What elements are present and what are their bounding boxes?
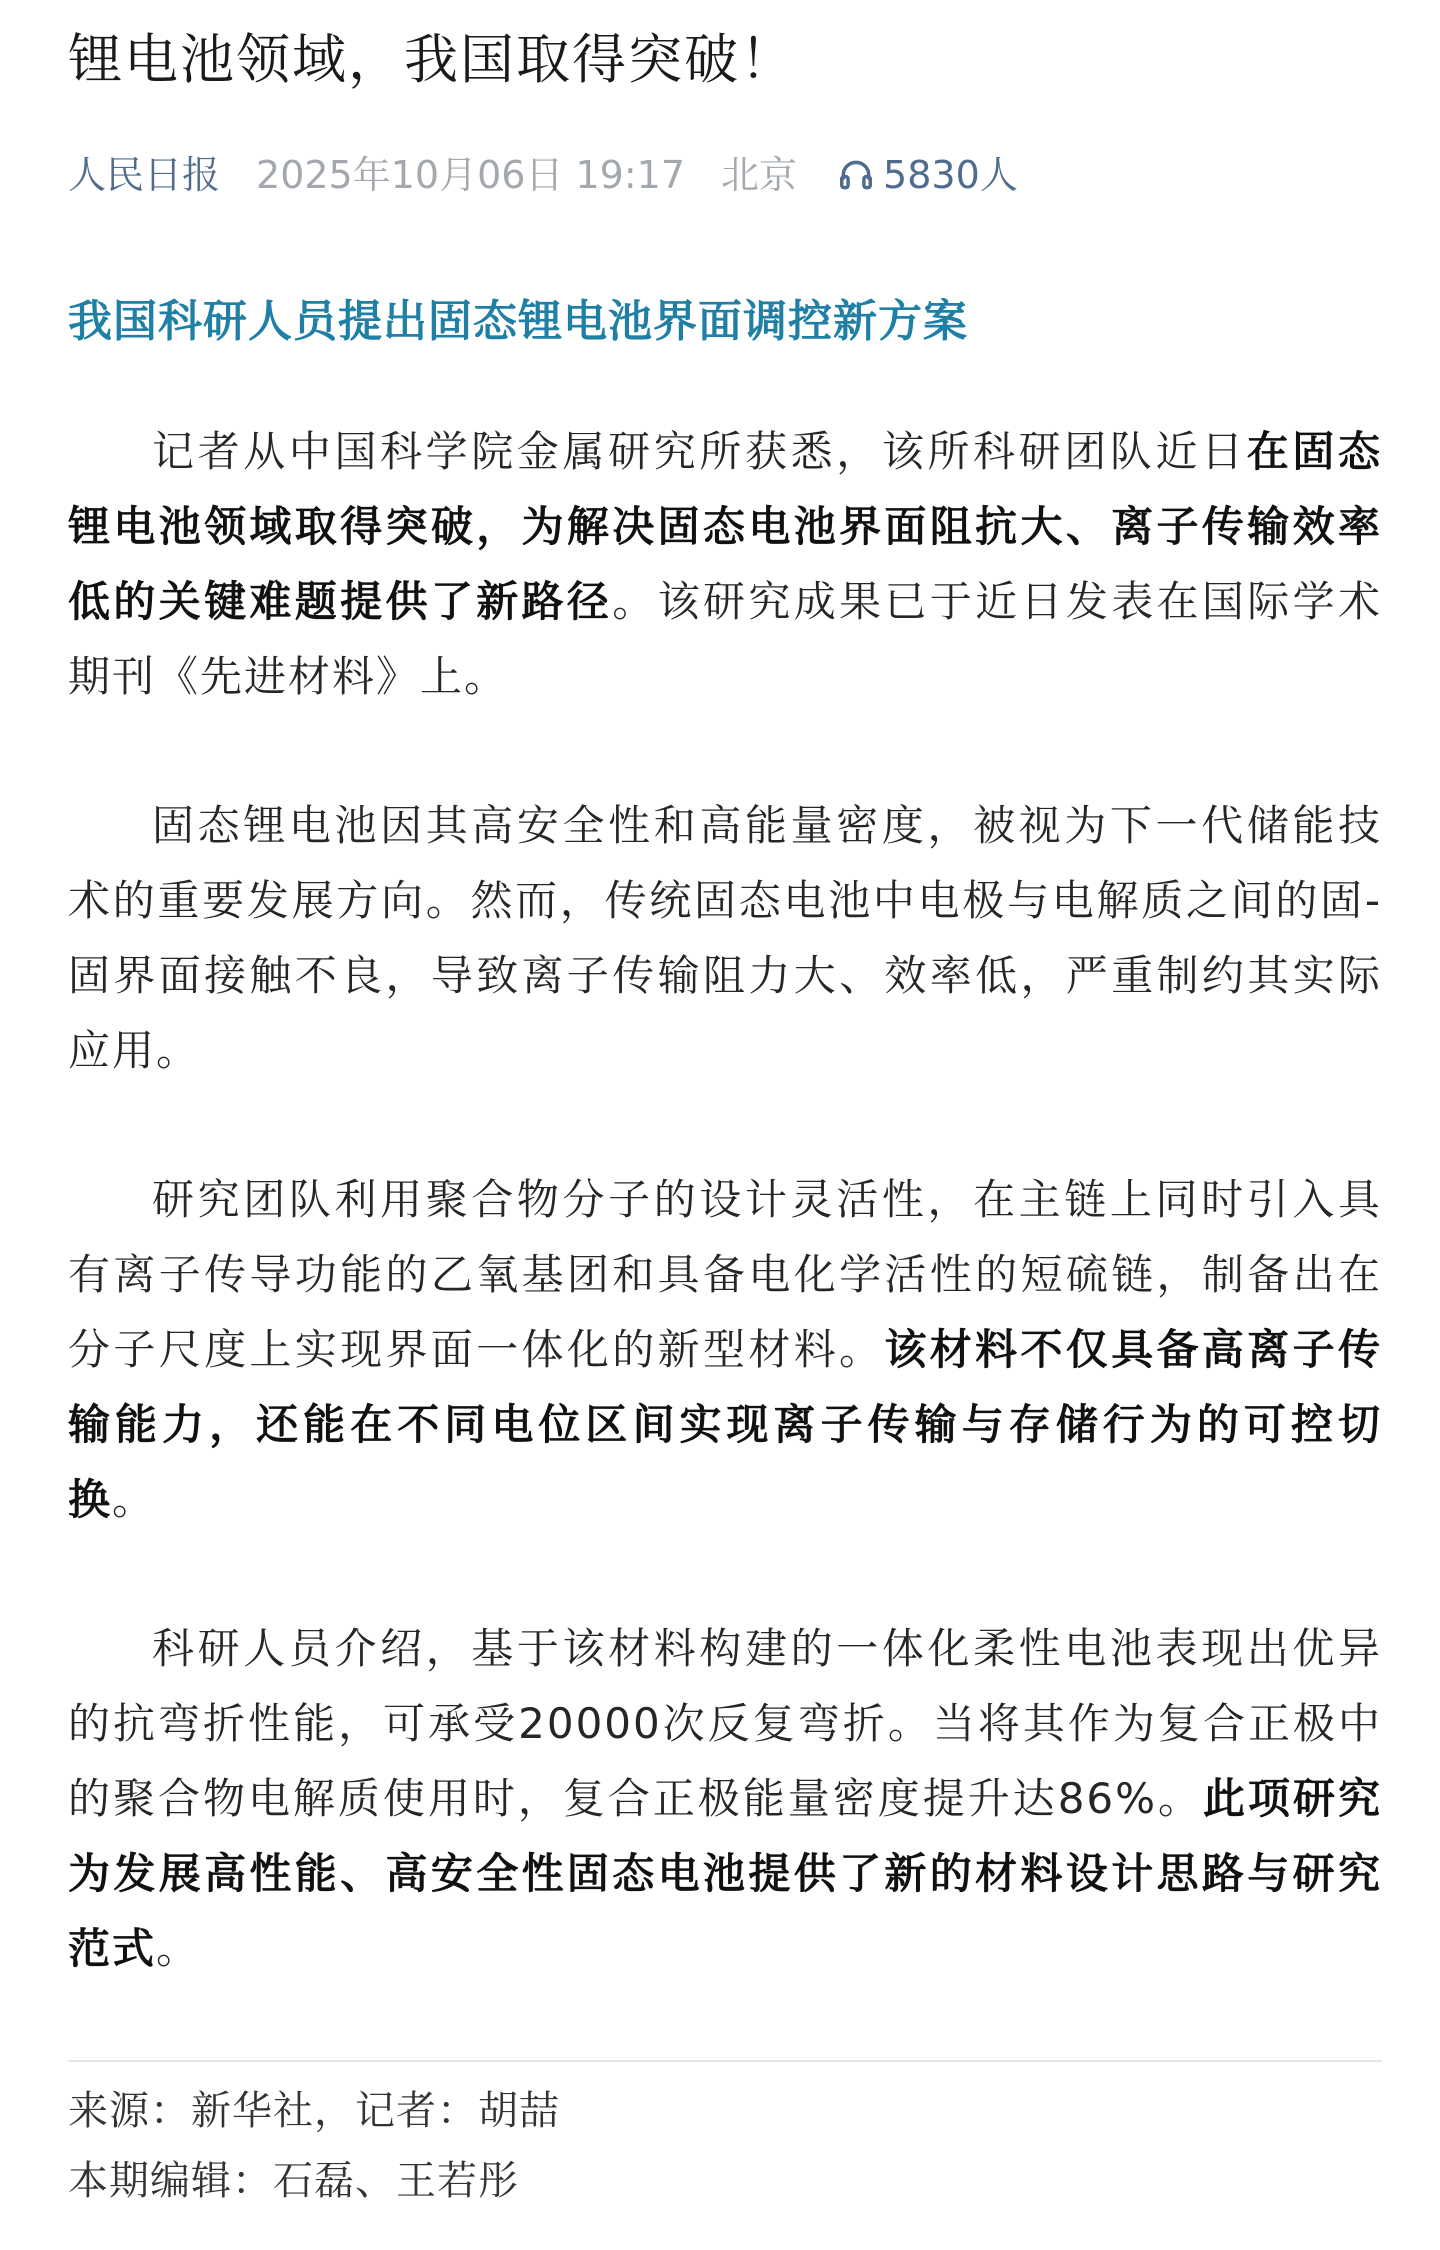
listen-count: 5830人 <box>883 153 1018 197</box>
article-paragraph <box>68 788 1382 1088</box>
article-paragraph <box>68 1611 1382 1986</box>
text-segment: 记者从中国科学院金属研究所获悉，该所科研团队近日 <box>152 427 1247 476</box>
footer-source: 来源：新华社，记者：胡喆 <box>68 2088 560 2134</box>
article-body <box>68 414 1382 1986</box>
footer-editor: 本期编辑：石磊、王若彤 <box>68 2158 519 2204</box>
text-segment: 。 <box>112 1475 157 1524</box>
text-segment: 研究团队利用聚合物分子的设计灵活性，在主链上同时引入具有离子传导功能的乙氧基团和具备电化学活性的短硫链，制备出在分子尺度上实现界面一体化的新型材料。 <box>68 1175 1382 1374</box>
bold-text-segment: 此项研究为发展高性能、高安全性固态电池提供了新的材料设计思路与研究范式 <box>68 1774 1382 1973</box>
text-segment: 科研人员介绍，基于该材料构建的一体化柔性电池表现出优异的抗弯折性能，可承受20000次反复弯折。当将其作为复合正极中的聚合物电解质使用时，复合正极能量密度提升达86%。 <box>68 1624 1382 1823</box>
article-paragraph <box>68 414 1382 714</box>
article-meta <box>68 150 1382 200</box>
bold-text-segment: 在固态锂电池领域取得突破，为解决固态电池界面阻抗大、离子传输效率低的关键难题提供了新路径 <box>68 427 1382 626</box>
publisher-link[interactable]: 人民日报 <box>68 153 221 197</box>
article-title: 锂电池领域，我国取得突破！ <box>68 28 796 91</box>
footer-divider <box>68 2060 1382 2062</box>
text-segment: 。该研究成果已于近日发表在国际学术期刊《先进材料》上。 <box>68 577 1382 701</box>
listen-count-button[interactable] <box>837 150 1018 200</box>
article-paragraph <box>68 1162 1382 1537</box>
text-segment: 固态锂电池因其高安全性和高能量密度，被视为下一代储能技术的重要发展方向。然而，传统固态电池中电极与电解质之间的固-固界面接触不良，导致离子传输阻力大、效率低，严重制约其实际应用。 <box>68 801 1382 1075</box>
publish-datetime: 2025年10月06日 19:17 <box>256 153 686 197</box>
article-subtitle: 我国科研人员提出固态锂电池界面调控新方案 <box>68 296 968 347</box>
bold-text-segment: 该材料不仅具备高离子传输能力，还能在不同电位区间实现离子传输与存储行为的可控切换 <box>68 1325 1382 1524</box>
headphones-icon <box>837 156 875 194</box>
text-segment: 。 <box>156 1924 201 1973</box>
publish-location: 北京 <box>721 153 798 197</box>
